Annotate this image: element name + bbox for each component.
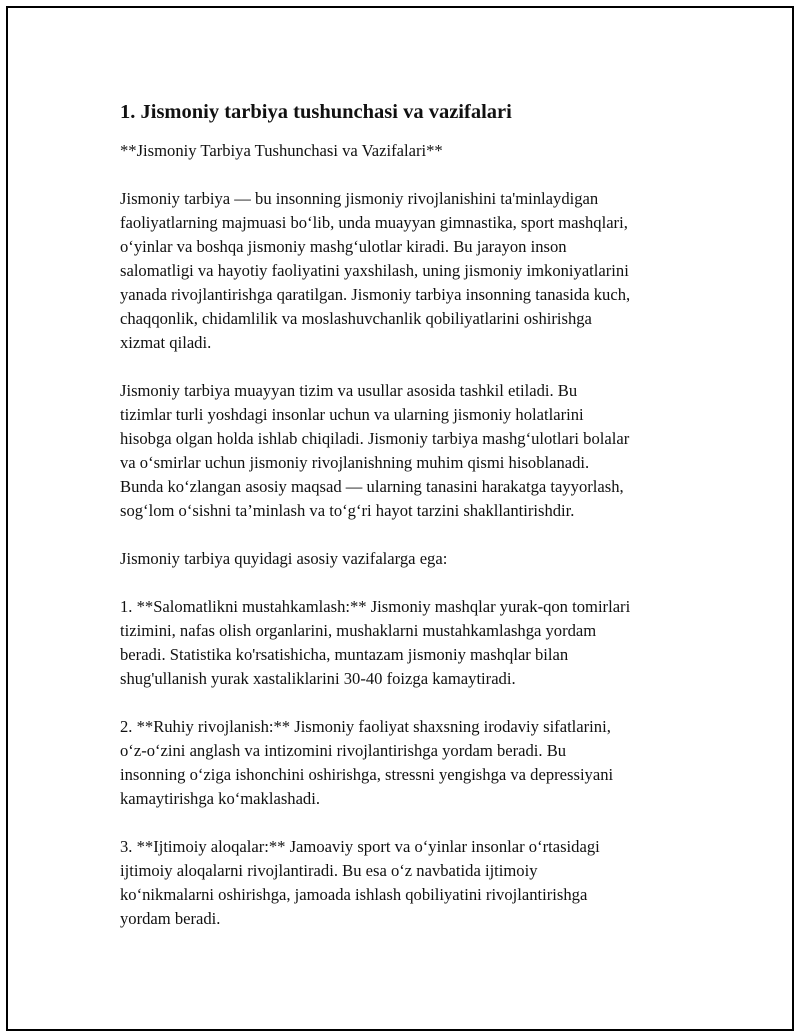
text-line: yanada rivojlantirishga qaratilgan. Jismoniy tarbiya insonning tanasida kuch, [120,285,631,304]
text-line: chaqqonlik, chidamlilik va moslashuvchanlik qobiliyatlarini oshirishga [120,309,592,328]
text-line: yordam beradi. [120,909,221,928]
text-line: 3. **Ijtimoiy aloqalar:** Jamoaviy sport va o‘yinlar insonlar o‘rtasidagi [120,837,600,856]
text-line: salomatligi va hayotiy faoliyatini yaxshilash, uning jismoniy imkoniyatlarini [120,261,629,280]
list-item-mental [120,715,710,811]
text-line: kamaytirishga ko‘maklashadi. [120,789,320,808]
text-line: ijtimoiy aloqalarni rivojlantiradi. Bu esa o‘z navbatida ijtimoiy [120,861,538,880]
list-item-social [120,835,710,931]
page-frame [6,6,794,1031]
paragraph-tasks-intro [120,547,710,571]
text-line: Bunda ko‘zlangan asosiy maqsad — ularning tanasini harakatga tayyorlash, [120,477,624,496]
paragraph-system [120,379,710,523]
text-line: tizimlar turli yoshdagi insonlar uchun va ularning jismoniy holatlarini [120,405,584,424]
text-line: faoliyatlarning majmuasi bo‘lib, unda muayyan gimnastika, sport mashqlari, [120,213,628,232]
text-line: 2. **Ruhiy rivojlanish:** Jismoniy faoliyat shaxsning irodaviy sifatlarini, [120,717,611,736]
text-line: shug'ullanish yurak xastaliklarini 30-40 foizga kamaytiradi. [120,669,516,688]
text-line: 1. **Salomatlikni mustahkamlash:** Jismoniy mashqlar yurak-qon tomirlari [120,597,631,616]
document-content [120,98,710,955]
text-line: xizmat qiladi. [120,333,212,352]
text-line: hisobga olgan holda ishlab chiqiladi. Jismoniy tarbiya mashg‘ulotlari bolalar [120,429,630,448]
list-item-health [120,595,710,691]
text-line: tizimini, nafas olish organlarini, mushaklarni mustahkamlashga yordam [120,621,597,640]
document-subtitle: **Jismoniy Tarbiya Tushunchasi va Vazifalari** [120,141,443,160]
text-line: ko‘nikmalarni oshirishga, jamoada ishlash qobiliyatini rivojlantirishga [120,885,588,904]
text-line: insonning o‘ziga ishonchini oshirishga, stressni yengishga va depressiyani [120,765,614,784]
document-title: 1. Jismoniy tarbiya tushunchasi va vazifalari [120,101,512,123]
text-line: Jismoniy tarbiya quyidagi asosiy vazifalarga ega: [120,549,448,568]
text-line: sog‘lom o‘sishni ta’minlash va to‘g‘ri hayot tarzini shakllantirishdir. [120,501,575,520]
paragraph-intro [120,187,710,355]
text-line: Jismoniy tarbiya — bu insonning jismoniy rivojlanishini ta'minlaydigan [120,189,599,208]
text-line: o‘z-o‘zini anglash va intizomini rivojlantirishga yordam beradi. Bu [120,741,567,760]
text-line: va o‘smirlar uchun jismoniy rivojlanishning muhim qismi hisoblanadi. [120,453,590,472]
text-line: Jismoniy tarbiya muayyan tizim va usullar asosida tashkil etiladi. Bu [120,381,578,400]
text-line: o‘yinlar va boshqa jismoniy mashg‘ulotlar kiradi. Bu jarayon inson [120,237,567,256]
text-line: beradi. Statistika ko'rsatishicha, muntazam jismoniy mashqlar bilan [120,645,569,664]
